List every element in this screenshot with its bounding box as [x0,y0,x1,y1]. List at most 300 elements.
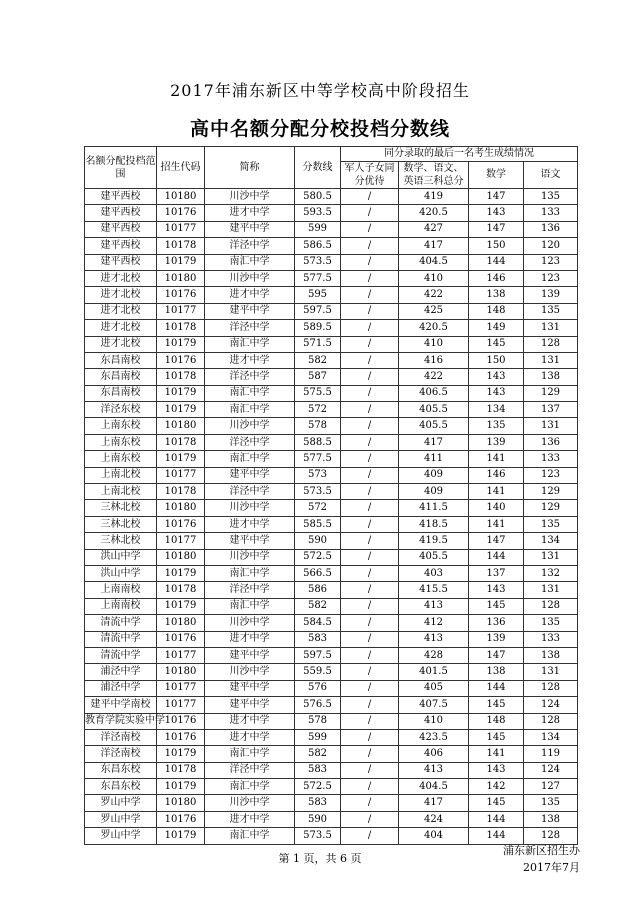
cell-code: 10179 [157,779,205,795]
cell-math: 145 [469,336,524,352]
cell-math: 144 [469,680,524,696]
cell-military: / [341,746,399,762]
cell-three-total: 422 [399,369,469,385]
footer-page-number: 第 1 页，共 6 页 [278,852,362,865]
header-math: 数学 [469,162,524,189]
cell-military: / [341,221,399,237]
cell-math: 143 [469,369,524,385]
cell-name: 建平中学 [205,221,295,237]
cell-military: / [341,615,399,631]
cell-code: 10179 [157,828,205,844]
cell-chinese: 120 [524,238,578,254]
table-row [85,746,578,762]
cell-range: 浦泾中学 [85,664,157,680]
table-row [85,500,578,516]
cell-math: 141 [469,451,524,467]
cell-range: 清流中学 [85,615,157,631]
cell-code: 10176 [157,516,205,532]
cell-name: 洋泾中学 [205,762,295,778]
cell-math: 142 [469,779,524,795]
table-row [85,582,578,598]
cell-code: 10178 [157,238,205,254]
cell-code: 10178 [157,762,205,778]
cell-math: 134 [469,402,524,418]
cell-code: 10180 [157,189,205,205]
cell-chinese: 135 [524,516,578,532]
cell-name: 进才中学 [205,352,295,368]
table-row [85,418,578,434]
cell-math: 143 [469,385,524,401]
header-range: 名额分配投档范围 [85,147,157,189]
table-row [85,565,578,581]
cell-math: 145 [469,598,524,614]
table-body [85,189,578,845]
cell-math: 139 [469,434,524,450]
cell-chinese: 128 [524,828,578,844]
cell-math: 135 [469,418,524,434]
cell-three-total: 401.5 [399,664,469,680]
cell-three-total: 405.5 [399,549,469,565]
cell-range: 建平西校 [85,221,157,237]
cell-code: 10178 [157,369,205,385]
cell-code: 10178 [157,320,205,336]
cell-chinese: 128 [524,598,578,614]
table-row [85,205,578,221]
cell-three-total: 417 [399,434,469,450]
cell-name: 川沙中学 [205,664,295,680]
cell-range: 建平西校 [85,254,157,270]
cell-name: 南汇中学 [205,402,295,418]
cell-range: 清流中学 [85,631,157,647]
cell-name: 建平中学 [205,467,295,483]
cell-military: / [341,828,399,844]
cell-chinese: 128 [524,713,578,729]
cell-chinese: 133 [524,631,578,647]
cell-code: 10177 [157,467,205,483]
cell-range: 进才北校 [85,270,157,286]
cell-score: 590 [295,533,341,549]
cell-chinese: 135 [524,615,578,631]
cell-range: 进才北校 [85,320,157,336]
cell-range: 教育学院实验中学 [85,713,157,729]
cell-chinese: 129 [524,500,578,516]
cell-three-total: 405 [399,680,469,696]
cell-chinese: 124 [524,697,578,713]
cell-score: 582 [295,746,341,762]
cell-chinese: 131 [524,352,578,368]
cell-three-total: 403 [399,565,469,581]
table-row [85,549,578,565]
cell-math: 141 [469,746,524,762]
cell-code: 10176 [157,713,205,729]
cell-chinese: 129 [524,385,578,401]
cell-code: 10176 [157,205,205,221]
cell-military: / [341,385,399,401]
cell-score: 597.5 [295,647,341,663]
cell-score: 571.5 [295,336,341,352]
cell-code: 10179 [157,254,205,270]
footer-office: 浦东新区招生办 [503,844,580,857]
cell-range: 进才北校 [85,303,157,319]
cell-score: 588.5 [295,434,341,450]
cell-name: 川沙中学 [205,189,295,205]
cell-score: 587 [295,369,341,385]
cell-military: / [341,795,399,811]
cell-code: 10176 [157,729,205,745]
cell-range: 东昌南校 [85,385,157,401]
cell-name: 南汇中学 [205,598,295,614]
cell-range: 洪山中学 [85,549,157,565]
cell-range: 建平西校 [85,238,157,254]
cell-math: 145 [469,697,524,713]
cell-three-total: 428 [399,647,469,663]
cell-score: 582 [295,352,341,368]
cell-name: 南汇中学 [205,451,295,467]
cell-score: 573.5 [295,484,341,500]
cell-name: 进才中学 [205,729,295,745]
cell-military: / [341,762,399,778]
cell-chinese: 138 [524,811,578,827]
cell-name: 川沙中学 [205,500,295,516]
cell-math: 146 [469,270,524,286]
cell-name: 进才中学 [205,631,295,647]
cell-code: 10180 [157,664,205,680]
cell-score: 573.5 [295,828,341,844]
cell-score: 593.5 [295,205,341,221]
table-row [85,320,578,336]
cell-math: 147 [469,221,524,237]
table-row [85,533,578,549]
cell-military: / [341,811,399,827]
table-row [85,303,578,319]
cell-military: / [341,516,399,532]
cell-range: 东昌东校 [85,779,157,795]
cell-military: / [341,320,399,336]
cell-score: 572 [295,500,341,516]
cell-name: 洋泾中学 [205,320,295,336]
cell-range: 罗山中学 [85,795,157,811]
cell-score: 583 [295,762,341,778]
cell-math: 144 [469,549,524,565]
header-score: 分数线 [295,147,341,189]
cell-chinese: 134 [524,533,578,549]
cell-range: 罗山中学 [85,811,157,827]
footer-date: 2017年7月 [523,861,580,874]
cell-military: / [341,680,399,696]
cell-name: 川沙中学 [205,418,295,434]
cell-chinese: 133 [524,205,578,221]
cell-name: 川沙中学 [205,615,295,631]
table-row [85,713,578,729]
table-row [85,779,578,795]
cell-military: / [341,582,399,598]
cell-math: 144 [469,811,524,827]
cell-score: 582 [295,598,341,614]
table-row [85,352,578,368]
cell-three-total: 427 [399,221,469,237]
cell-name: 洋泾中学 [205,582,295,598]
cell-math: 150 [469,352,524,368]
cell-three-total: 404.5 [399,779,469,795]
cell-chinese: 131 [524,320,578,336]
cell-military: / [341,238,399,254]
cell-math: 149 [469,320,524,336]
cell-code: 10179 [157,746,205,762]
cell-three-total: 416 [399,352,469,368]
cell-military: / [341,467,399,483]
header-military: 军人子女同分优待 [341,162,399,189]
table-row [85,516,578,532]
cell-chinese: 123 [524,270,578,286]
cell-score: 585.5 [295,516,341,532]
cell-range: 进才北校 [85,287,157,303]
cell-chinese: 129 [524,484,578,500]
cell-code: 10176 [157,811,205,827]
cell-math: 138 [469,664,524,680]
cell-code: 10179 [157,336,205,352]
cell-code: 10180 [157,270,205,286]
cell-math: 147 [469,533,524,549]
cell-three-total: 425 [399,303,469,319]
cell-name: 南汇中学 [205,746,295,762]
cell-military: / [341,484,399,500]
cell-score: 577.5 [295,270,341,286]
cell-chinese: 124 [524,762,578,778]
cell-military: / [341,336,399,352]
cell-name: 建平中学 [205,303,295,319]
cell-range: 三林北校 [85,516,157,532]
cell-military: / [341,565,399,581]
cell-three-total: 404 [399,828,469,844]
cell-score: 576.5 [295,697,341,713]
cell-chinese: 138 [524,647,578,663]
table-row [85,467,578,483]
table-row [85,451,578,467]
cell-three-total: 409 [399,484,469,500]
cell-three-total: 424 [399,811,469,827]
cell-three-total: 423.5 [399,729,469,745]
cell-name: 进才中学 [205,811,295,827]
table-row [85,189,578,205]
cell-score: 597.5 [295,303,341,319]
cell-three-total: 409 [399,467,469,483]
cell-military: / [341,418,399,434]
document-title: 2017年浦东新区中等学校高中阶段招生 [170,81,470,100]
cell-name: 洋泾中学 [205,434,295,450]
cell-military: / [341,270,399,286]
cell-score: 586.5 [295,238,341,254]
cell-range: 上南北校 [85,467,157,483]
cell-name: 洋泾中学 [205,484,295,500]
cell-score: 589.5 [295,320,341,336]
cell-name: 川沙中学 [205,549,295,565]
cell-range: 上南东校 [85,434,157,450]
cell-range: 建平中学南校 [85,697,157,713]
cell-range: 东昌南校 [85,352,157,368]
table-row [85,385,578,401]
table-row [85,697,578,713]
cell-three-total: 410 [399,713,469,729]
cell-three-total: 406.5 [399,385,469,401]
cell-score: 583 [295,795,341,811]
cell-chinese: 131 [524,664,578,680]
cell-math: 137 [469,565,524,581]
cell-chinese: 138 [524,369,578,385]
cell-name: 南汇中学 [205,254,295,270]
cell-name: 川沙中学 [205,795,295,811]
cell-three-total: 411 [399,451,469,467]
table-row [85,631,578,647]
cell-chinese: 131 [524,418,578,434]
cell-name: 南汇中学 [205,828,295,844]
table-row [85,221,578,237]
cell-chinese: 132 [524,565,578,581]
cell-range: 上南东校 [85,451,157,467]
score-table [84,146,578,845]
cell-three-total: 406 [399,746,469,762]
cell-military: / [341,713,399,729]
cell-score: 578 [295,418,341,434]
cell-range: 罗山中学 [85,828,157,844]
cell-score: 572.5 [295,549,341,565]
table-row [85,647,578,663]
table-row [85,369,578,385]
cell-chinese: 131 [524,582,578,598]
cell-military: / [341,189,399,205]
cell-military: / [341,729,399,745]
cell-chinese: 136 [524,434,578,450]
cell-range: 上南南校 [85,598,157,614]
cell-math: 143 [469,205,524,221]
cell-military: / [341,451,399,467]
cell-code: 10179 [157,598,205,614]
cell-math: 141 [469,484,524,500]
cell-range: 洋泾南校 [85,746,157,762]
cell-three-total: 410 [399,336,469,352]
cell-score: 599 [295,221,341,237]
cell-chinese: 135 [524,189,578,205]
cell-name: 建平中学 [205,647,295,663]
table-row [85,434,578,450]
cell-code: 10178 [157,434,205,450]
cell-three-total: 413 [399,631,469,647]
cell-code: 10177 [157,303,205,319]
cell-math: 150 [469,238,524,254]
cell-score: 595 [295,287,341,303]
cell-three-total: 422 [399,287,469,303]
cell-score: 572 [295,402,341,418]
cell-military: / [341,647,399,663]
table-row [85,270,578,286]
cell-range: 洋泾南校 [85,729,157,745]
cell-math: 145 [469,795,524,811]
cell-three-total: 415.5 [399,582,469,598]
cell-name: 川沙中学 [205,270,295,286]
table-row [85,795,578,811]
cell-three-total: 410 [399,270,469,286]
cell-chinese: 137 [524,402,578,418]
cell-three-total: 405.5 [399,418,469,434]
cell-military: / [341,287,399,303]
cell-three-total: 420.5 [399,205,469,221]
cell-score: 599 [295,729,341,745]
cell-score: 590 [295,811,341,827]
cell-three-total: 417 [399,795,469,811]
table-row [85,615,578,631]
table-row [85,484,578,500]
cell-code: 10177 [157,221,205,237]
cell-code: 10177 [157,533,205,549]
cell-range: 建平西校 [85,205,157,221]
cell-math: 138 [469,287,524,303]
cell-military: / [341,631,399,647]
cell-chinese: 128 [524,336,578,352]
cell-code: 10180 [157,795,205,811]
cell-military: / [341,549,399,565]
cell-code: 10179 [157,402,205,418]
cell-military: / [341,352,399,368]
cell-three-total: 413 [399,762,469,778]
cell-name: 进才中学 [205,287,295,303]
cell-chinese: 131 [524,549,578,565]
cell-three-total: 404.5 [399,254,469,270]
cell-code: 10179 [157,451,205,467]
cell-math: 140 [469,500,524,516]
cell-math: 136 [469,615,524,631]
cell-score: 559.5 [295,664,341,680]
cell-chinese: 127 [524,779,578,795]
cell-range: 上南北校 [85,484,157,500]
header-three-total: 数学、语文、英语三科总分 [399,162,469,189]
cell-math: 146 [469,467,524,483]
cell-math: 141 [469,516,524,532]
table-row [85,762,578,778]
cell-score: 573.5 [295,254,341,270]
cell-name: 南汇中学 [205,565,295,581]
cell-code: 10180 [157,500,205,516]
cell-chinese: 135 [524,303,578,319]
cell-three-total: 419 [399,189,469,205]
table-row [85,680,578,696]
cell-three-total: 418.5 [399,516,469,532]
cell-math: 143 [469,582,524,598]
cell-chinese: 123 [524,467,578,483]
cell-math: 147 [469,647,524,663]
cell-range: 洋泾东校 [85,402,157,418]
cell-math: 147 [469,189,524,205]
cell-code: 10178 [157,582,205,598]
cell-code: 10180 [157,615,205,631]
cell-range: 进才北校 [85,336,157,352]
cell-score: 573 [295,467,341,483]
cell-range: 建平西校 [85,189,157,205]
cell-military: / [341,254,399,270]
cell-name: 建平中学 [205,533,295,549]
cell-chinese: 128 [524,680,578,696]
cell-three-total: 411.5 [399,500,469,516]
cell-three-total: 420.5 [399,320,469,336]
cell-range: 上南南校 [85,582,157,598]
cell-code: 10177 [157,697,205,713]
cell-military: / [341,434,399,450]
cell-math: 139 [469,631,524,647]
cell-score: 584.5 [295,615,341,631]
cell-score: 580.5 [295,189,341,205]
table-row [85,287,578,303]
cell-chinese: 139 [524,287,578,303]
cell-score: 566.5 [295,565,341,581]
table-row [85,729,578,745]
